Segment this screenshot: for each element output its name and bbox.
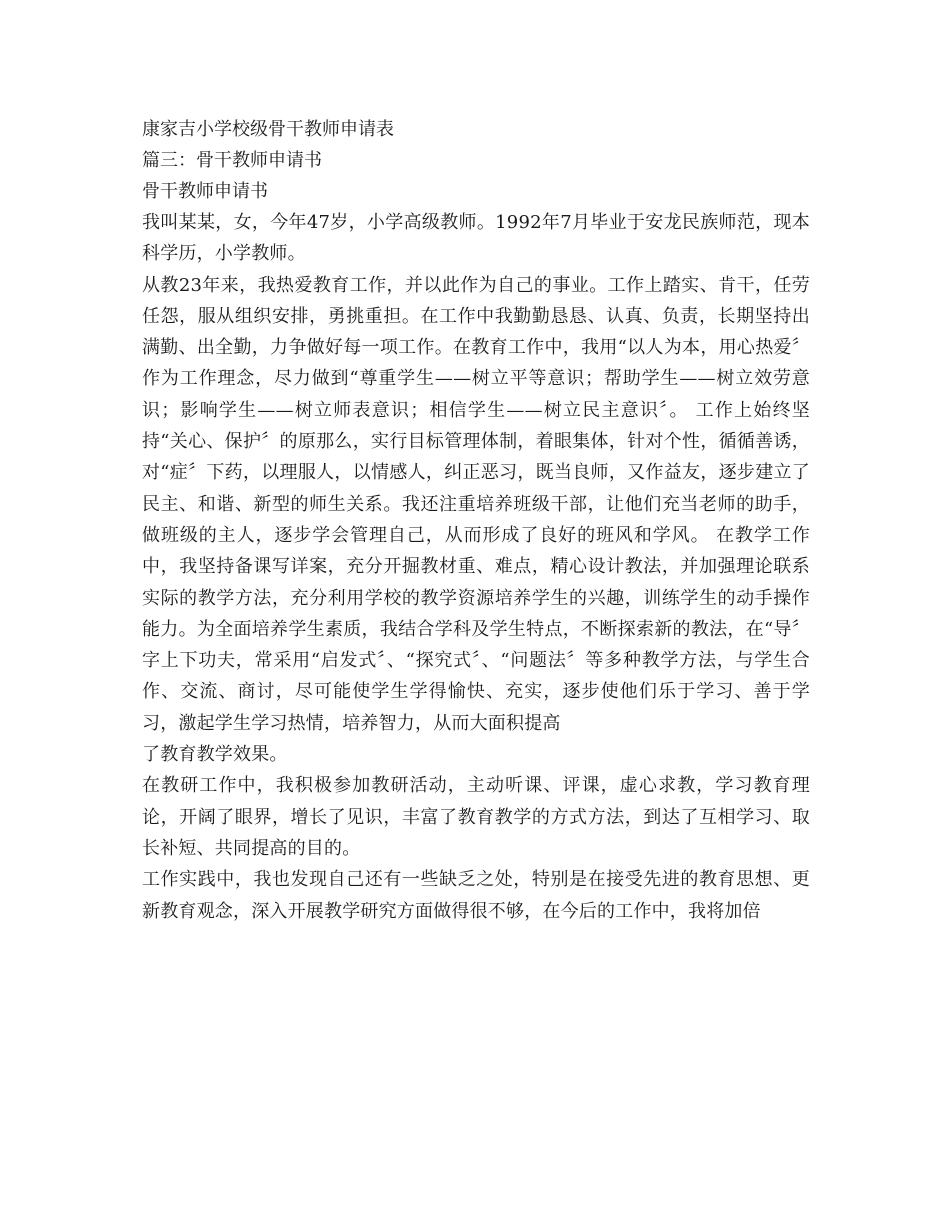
paragraph-continuation: 了教育教学效果。: [142, 744, 288, 766]
section-title: 篇三：骨干教师申请书: [142, 150, 322, 171]
letter-title: 骨干教师申请书: [142, 181, 268, 202]
paragraph-research: 在教研工作中，我积极参加教研活动，主动听课、评课，虚心求教，学习教育理论，开阔了眼界，增长了见识，丰富了教育教学的方式方法，到达了互相学习、取长补短、共同提高的目的。: [142, 775, 810, 859]
paragraph-reflection: 工作实践中，我也发现自己还有一些缺乏之处，特别是在接受先进的教育思想、更新教育观念，深入开展教学研究方面做得很不够，在今后的工作中，我将加倍: [142, 869, 810, 922]
form-title: 康家吉小学校级骨干教师申请表: [142, 119, 394, 140]
paragraph-intro: 我叫某某，女，今年47岁，小学高级教师。1992年7月毕业于安龙民族师范，现本科学历，小学教师。: [142, 212, 810, 265]
paragraph-work-experience: 从教23年来，我热爱教育工作，并以此作为自己的事业。工作上踏实、肯干，任劳任怨，服从组织安排，勇挑重担。在工作中我勤勤恳恳、认真、负责，长期坚持出满勤、出全勤，力争做好每一项工作。在教育工作中，我用“以人为本，用心热爱〞作为工作理念，尽力做到“尊重学生——树立平等意识；帮助学生——树立效劳意识；影响学生——树立师表意识；相信学生——树立民主意识〞。 工作上始终坚持“关心、保护〞的原那么，实行目标管理体制，着眼集体，针对个性，循循善诱，对“症〞下药，以理服人，以情感人，纠正恶习，既当良师，又作益友，逐步建立了民主、和谐、新型的师生关系。我还注重培养班级干部，让他们充当老师的助手，做班级的主人，逐步学会管理自己，从而形成了良好的班风和学风。 在教学工作中，我坚持备课写详案，充分开掘教材重、难点，精心设计教法，并加强理论联系实际的教学方法，充分利用学校的教学资源培养学生的兴趣，训练学生的动手操作能力。为全面培养学生素质，我结合学科及学生特点，不断探索新的教法，在“导〞字上下功夫，常采用“启发式〞、“探究式〞、“问题法〞等多种教学方法，与学生合作、交流、商讨，尽可能使学生学得愉快、充实，逐步使他们乐于学习、善于学习，激起学生学习热情，培养智力，从而大面积提高: [142, 274, 810, 734]
document-page: [142, 114, 810, 927]
